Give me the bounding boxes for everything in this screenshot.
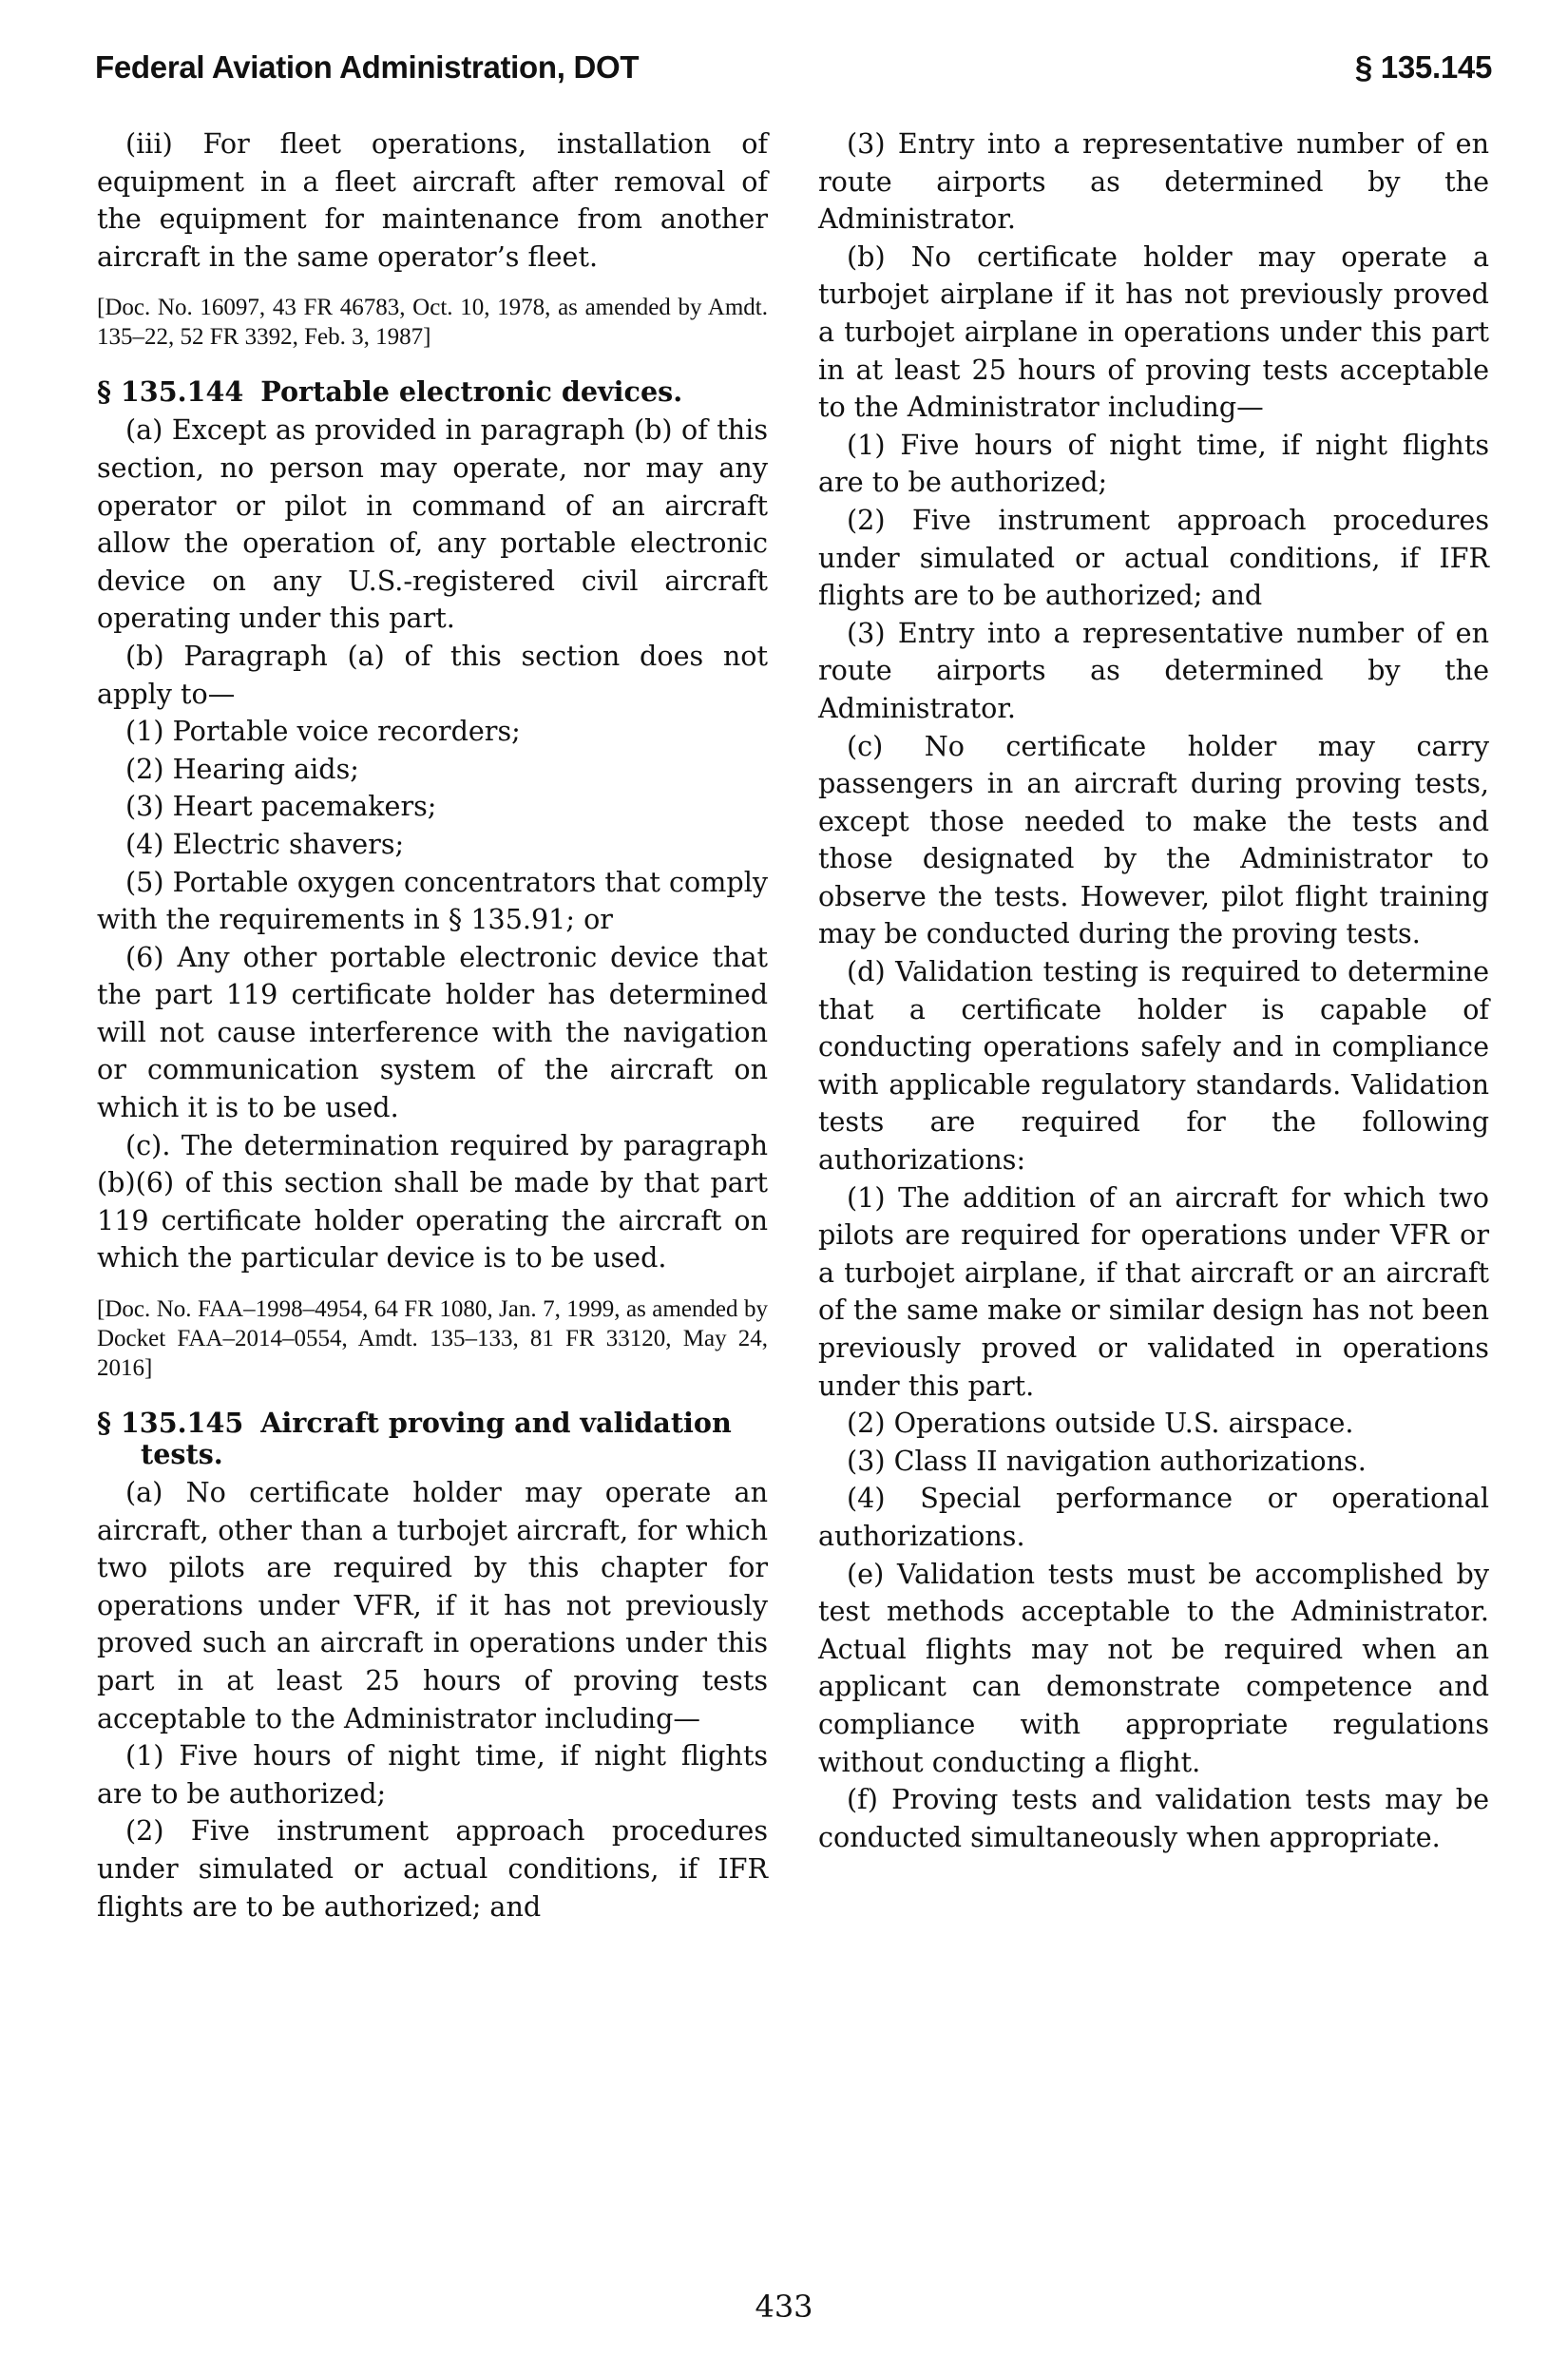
paragraph: (4) Electric shavers;: [125, 827, 405, 860]
paragraph: (6) Any other portable electronic device that the part 119 certificate holder has determined will not cause interference with the navigation or communication system of the aircraft on which it is to be used.: [97, 940, 768, 1124]
running-header: [95, 49, 1492, 95]
paragraph: (3) Entry into a representative number of en route airports as determined by the Administrator.: [818, 616, 1489, 724]
section-title: Portable electronic devices.: [260, 375, 683, 409]
header-agency: Federal Aviation Administration, DOT: [95, 49, 640, 85]
paragraph: (a) No certificate holder may operate an aircraft, other than a turbojet aircraft, for which two pilots are required by this chapter for operations under VFR, if it has not previously proved such an aircraft in operations under this part in at least 25 hours of proving tests acceptable to the Administrator including—: [97, 1476, 768, 1734]
paragraph: (2) Five instrument approach procedures under simulated or actual conditions, if IFR flights are to be authorized; and: [818, 503, 1489, 612]
paragraph: (2) Hearing aids;: [125, 752, 359, 785]
paragraph: (5) Portable oxygen concentrators that comply with the requirements in § 135.91; or: [97, 865, 768, 936]
paragraph: (f) Proving tests and validation tests may be conducted simultaneously when appropriate.: [818, 1783, 1489, 1853]
paragraph: (4) Special performance or operational authorizations.: [818, 1482, 1489, 1552]
paragraph: (d) Validation testing is required to determine that a certificate holder is capable of conducting operations safely and in compliance with applicable regulatory standards. Validation tests are required for the following authorizations:: [818, 955, 1489, 1177]
section-number: § 135.144: [97, 375, 244, 409]
paragraph: (1) Five hours of night time, if night flights are to be authorized;: [97, 1739, 768, 1810]
section-title: Aircraft proving and validation tests.: [141, 1407, 732, 1471]
citation: [Doc. No. FAA–1998–4954, 64 FR 1080, Jan. 7, 1999, as amended by Docket FAA–2014–0554, Amdt. 135–133, 81 FR 33120, May 24, 2016]: [97, 1296, 768, 1382]
paragraph: (1) Five hours of night time, if night flights are to be authorized;: [818, 428, 1489, 499]
paragraph: (3) Heart pacemakers;: [125, 790, 437, 823]
paragraph: (2) Five instrument approach procedures under simulated or actual conditions, if IFR flights are to be authorized; and: [97, 1814, 768, 1923]
section-heading-135-144: [97, 376, 768, 408]
paragraph: (c) No certificate holder may carry passengers in an aircraft during proving tests, except those needed to make the tests and those designated by the Administrator to observe the tests. However, pilot flight training may be conducted during the proving tests.: [818, 729, 1489, 950]
right-column: [818, 125, 1489, 1856]
paragraph: (iii) For fleet operations, installation of equipment in a fleet aircraft after removal of the equipment for maintenance from another aircraft in the same operator’s fleet.: [97, 127, 768, 273]
paragraph: (b) No certificate holder may operate a turbojet airplane if it has not previously proved a turbojet airplane in operations under this part in at least 25 hours of proving tests acceptable to the Administrator including—: [818, 240, 1489, 424]
paragraph: (c). The determination required by paragraph (b)(6) of this section shall be made by that part 119 certificate holder operating the aircraft on which the particular device is to be used.: [97, 1128, 768, 1274]
paragraph: (b) Paragraph (a) of this section does not apply to—: [97, 639, 768, 710]
paragraph: (3) Entry into a representative number of en route airports as determined by the Administrator.: [818, 127, 1489, 236]
citation: [Doc. No. 16097, 43 FR 46783, Oct. 10, 1978, as amended by Amdt. 135–22, 52 FR 3392, Feb. 3, 1987]: [97, 295, 768, 351]
page-number: 433: [755, 2289, 813, 2325]
section-number: § 135.145: [97, 1407, 244, 1440]
paragraph: (2) Operations outside U.S. airspace.: [847, 1407, 1354, 1440]
section-heading-135-145: [97, 1408, 768, 1470]
paragraph: (1) Portable voice recorders;: [125, 715, 521, 748]
paragraph: (e) Validation tests must be accomplished by test methods acceptable to the Administrator. Actual flights may not be required when an applicant can demonstrate competence and compliance with appropriate regulations without conducting a flight.: [818, 1557, 1489, 1778]
left-column: [97, 125, 768, 1926]
paragraph: (1) The addition of an aircraft for which two pilots are required for operations under VFR or a turbojet airplane, if that aircraft or an aircraft of the same make or similar design has not been previously proved or validated in operations under this part.: [818, 1180, 1489, 1402]
paragraph: (a) Except as provided in paragraph (b) of this section, no person may operate, nor may any operator or pilot in command of an aircraft allow the operation of, any portable electronic device on any U.S.-registered civil aircraft operating under this part.: [97, 413, 768, 635]
header-section-number: § 135.145: [1354, 49, 1492, 85]
paragraph: (3) Class II navigation authorizations.: [847, 1444, 1367, 1477]
